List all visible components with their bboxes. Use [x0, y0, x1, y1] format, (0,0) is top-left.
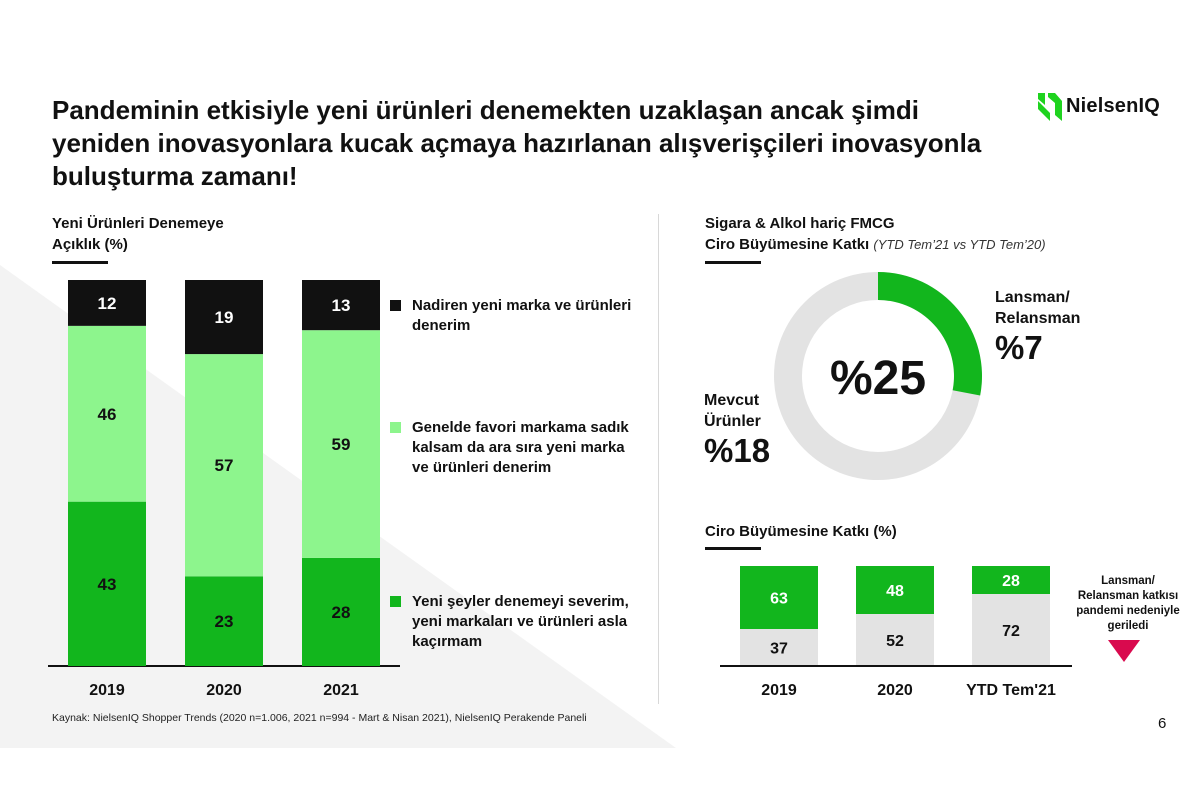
- bar-data-label: 63: [770, 590, 788, 608]
- left-title-underline: [52, 261, 108, 264]
- left-chart-title-line2: Açıklık (%): [52, 236, 128, 253]
- logo-text: NielsenIQ: [1066, 95, 1161, 117]
- section-divider: [658, 214, 659, 704]
- x-tick-label: 2019: [89, 682, 125, 699]
- legend-swatch-sometimes: [390, 422, 401, 433]
- launch-decline-note: Lansman/ Relansman katkısı pandemi nedeniyle geriledi: [1076, 575, 1180, 632]
- donut-title-line1: Sigara & Alkol hariç FMCG: [705, 215, 895, 232]
- legend-label-rarely: Nadiren yeni marka ve ürünleri denerim: [412, 297, 632, 334]
- x-tick-label: 2019: [761, 682, 797, 699]
- bar-data-label: 28: [331, 602, 351, 622]
- donut-title-line2: Ciro Büyümesine Katkı: [705, 236, 870, 253]
- bar-data-label: 19: [214, 308, 234, 328]
- legend-swatch-rarely: [390, 300, 401, 311]
- x-tick-label: 2020: [206, 682, 242, 699]
- donut-label-launch-value: %7: [995, 329, 1043, 366]
- bar-data-label: 57: [214, 456, 234, 476]
- bar-data-label: 52: [886, 633, 904, 650]
- legend-item-sometimes: [390, 418, 640, 502]
- donut-label-launch-name1: Lansman/: [995, 289, 1070, 306]
- donut-label-launch: [995, 287, 1080, 367]
- x-tick-label: 2020: [877, 682, 913, 699]
- donut-label-existing-value: %18: [704, 432, 771, 469]
- donut-chart: [768, 266, 988, 486]
- donut-title-note: (YTD Tem’21 vs YTD Tem’20): [873, 237, 1046, 252]
- bar-data-label: 37: [770, 640, 788, 658]
- page-title: Pandeminin etkisiyle yeni ürünleri denemekten uzaklaşan ancak şimdi yeniden inovasyonlara kucak açmaya hazırlanan alışverişçileri inovasyonla buluşturma zamanı!: [52, 95, 982, 191]
- left-chart-title-line1: Yeni Ürünleri Denemeye: [52, 215, 224, 232]
- donut-label-existing: [704, 390, 770, 470]
- donut-center-value: %25: [829, 352, 927, 405]
- donut-label-launch-name2: Relansman: [995, 310, 1081, 327]
- bar-data-label: 72: [1002, 623, 1020, 640]
- bar-data-label: 23: [214, 612, 234, 632]
- legend-item-loves-new: [390, 592, 640, 656]
- bar-data-label: 28: [1002, 573, 1020, 590]
- x-tick-label: YTD Tem'21: [966, 682, 1056, 699]
- donut-title-underline: [705, 261, 761, 264]
- bar-data-label: 46: [97, 404, 117, 424]
- bottom-chart-title: Ciro Büyümesine Katkı (%): [705, 523, 897, 540]
- red-down-arrow-icon: [1108, 640, 1140, 662]
- bar-data-label: 12: [97, 293, 117, 313]
- donut-chart-title: [705, 213, 1046, 255]
- bar-data-label: 43: [97, 574, 117, 594]
- bar-data-label: 59: [331, 435, 351, 455]
- page-number: 6: [1158, 715, 1167, 732]
- donut-label-existing-name2: Ürünler: [704, 413, 761, 430]
- left-stacked-bar-chart: [40, 270, 440, 710]
- legend-swatch-loves-new: [390, 596, 401, 607]
- bar-data-label: 13: [331, 296, 351, 316]
- x-tick-label: 2021: [323, 682, 359, 699]
- bottom-stacked-bar-chart: [716, 556, 1096, 706]
- nielseniq-logo-icon: [1036, 91, 1066, 123]
- legend-label-loves-new: Yeni şeyler denemeyi severim, yeni markaları ve ürünleri asla kaçırmam: [412, 593, 629, 650]
- nielseniq-logo: [1036, 89, 1176, 127]
- left-chart-title: [52, 213, 224, 255]
- donut-label-existing-name1: Mevcut: [704, 392, 760, 409]
- bar-data-label: 48: [886, 583, 904, 600]
- bottom-title-underline: [705, 547, 761, 550]
- legend-item-rarely: [390, 296, 640, 340]
- source-note: Kaynak: NielsenIQ Shopper Trends (2020 n=1.006, 2021 n=994 - Mart & Nisan 2021), NielsenIQ Perakende Paneli: [52, 712, 587, 724]
- legend-label-sometimes: Genelde favori markama sadık kalsam da ara sıra yeni marka ve ürünleri denerim: [412, 419, 629, 476]
